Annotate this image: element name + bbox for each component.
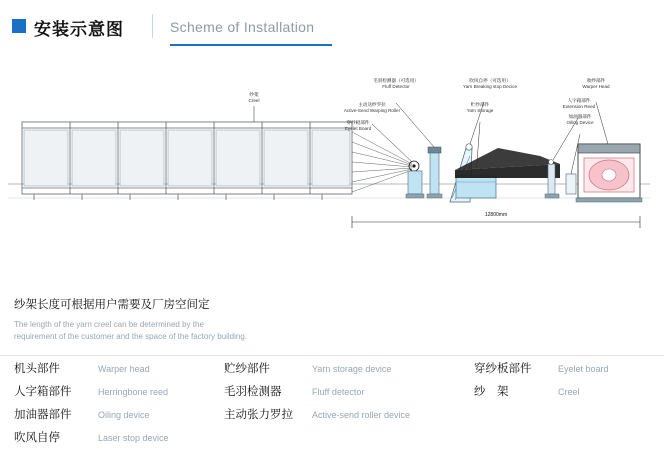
legend-item-yarn-storage-device (224, 360, 474, 383)
caption-en-line1: The length of the yarn creel can be determined by the (14, 320, 204, 329)
installation-diagram (0, 52, 664, 300)
legend-en: Yarn storage device (312, 364, 392, 374)
header-divider (152, 14, 153, 38)
legend-cn: 吹风自停 (14, 432, 60, 444)
legend-item-active-send-roller-device (224, 406, 474, 429)
legend-item-laser-stop-device (14, 429, 224, 452)
legend-en: Herringbone reed (98, 387, 169, 397)
legend-cn: 毛羽检测器 (224, 386, 282, 398)
legend-column-1 (14, 360, 224, 452)
header-underline (170, 44, 332, 46)
caption-en-line2: requirement of the customer and the space of the factory building. (14, 332, 248, 341)
legend-item-herringbone-reed (14, 383, 224, 406)
callout-extension-reed: 人字箱部件 Extension Reed (562, 98, 596, 109)
caption-cn: 纱架长度可根据用户需要及厂房空间定 (14, 299, 210, 311)
legend-column-3 (474, 360, 660, 406)
legend-divider (0, 355, 664, 356)
page-title-en: Scheme of Installation (170, 19, 315, 35)
dimension-label: 12800mm (484, 212, 508, 218)
callout-yarn-storage: 贮纱部件 Yarn Storage (466, 102, 494, 113)
legend-cn: 加油器部件 (14, 409, 72, 421)
legend-en: Laser stop device (98, 433, 169, 443)
legend-cn: 主动张力罗拉 (224, 409, 293, 421)
callout-yarn-breaking-stop-device: 吹风自停（可选用） Yarn Breaking stop Decice (462, 78, 518, 89)
callout-creel: 纱架 Creel (248, 92, 260, 103)
legend-cn: 纱 架 (474, 386, 509, 398)
parts-legend (0, 360, 664, 444)
page-title-cn: 安装示意图 (34, 20, 124, 39)
header-accent-square (12, 19, 26, 33)
legend-cn: 机头部件 (14, 363, 60, 375)
caption-en (14, 319, 434, 343)
legend-en: Oiling device (98, 410, 150, 420)
legend-en: Creel (558, 387, 580, 397)
legend-cn: 贮纱部件 (224, 363, 270, 375)
legend-en: Warper head (98, 364, 150, 374)
legend-cn: 穿纱板部件 (474, 363, 532, 375)
callout-oiling-device: 加油器部件 Oiling Device (566, 114, 594, 125)
callout-active-send-warping-roller: 主动送纱罗拉 Active-Send Warping Roller (343, 102, 401, 113)
legend-en: Fluff detector (312, 387, 365, 397)
diagram-svg (0, 52, 664, 300)
caption-block (14, 296, 434, 343)
legend-item-creel (474, 383, 660, 406)
legend-en: Eyelet board (558, 364, 609, 374)
page-header (0, 0, 664, 52)
legend-column-2 (224, 360, 474, 429)
legend-cn: 人字箱部件 (14, 386, 72, 398)
legend-en: Active-send roller device (312, 410, 411, 420)
callout-warper-head: 收纱部件 Warper Head (582, 78, 610, 89)
legend-item-oiling-device (14, 406, 224, 429)
legend-item-eyelet-board (474, 360, 660, 383)
legend-item-warper-head (14, 360, 224, 383)
legend-item-fluff-detector (224, 383, 474, 406)
callout-fluff-detector: 毛羽检测器（可选用） Fluff Detector (373, 78, 419, 89)
callout-eyelet-board: 穿纱板部件 Eyelet Board (344, 120, 372, 131)
